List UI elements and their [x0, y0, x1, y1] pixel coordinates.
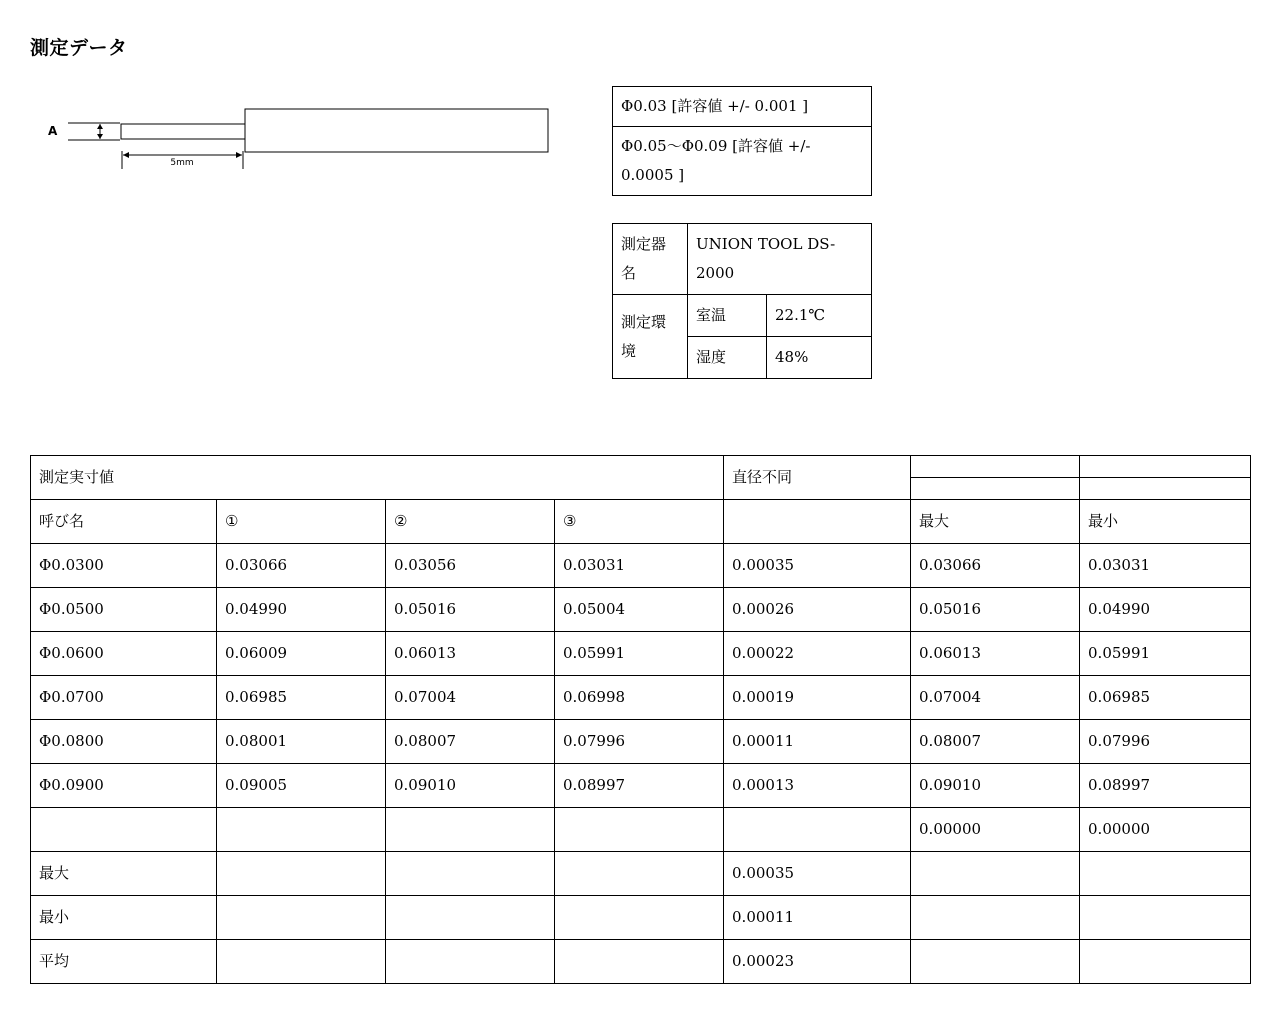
min-cell: 0.03031 [1080, 544, 1251, 588]
tolerance-row [613, 127, 872, 196]
header-blank-cell [911, 456, 1080, 478]
humidity-label: 湿度 [688, 337, 767, 379]
empty-cell [911, 896, 1080, 940]
measure-1-cell: 0.06009 [217, 632, 386, 676]
table-row [31, 544, 1251, 588]
nominal-cell [31, 808, 217, 852]
measure-1-cell: 0.04990 [217, 588, 386, 632]
min-cell: 0.05991 [1080, 632, 1251, 676]
measure-1-cell: 0.06985 [217, 676, 386, 720]
summary-diff-cell: 0.00035 [724, 852, 911, 896]
page-title: 測定データ [30, 37, 128, 59]
instrument-name-value: UNION TOOL DS-2000 [688, 224, 872, 295]
table-row [31, 764, 1251, 808]
summary-diff-cell: 0.00023 [724, 940, 911, 984]
max-cell: 0.07004 [911, 676, 1080, 720]
empty-cell [386, 852, 555, 896]
measure-2-cell: 0.06013 [386, 632, 555, 676]
max-cell: 0.09010 [911, 764, 1080, 808]
arrow-left-icon [123, 152, 129, 158]
summary-label: 平均 [31, 940, 217, 984]
header-row-top [31, 456, 1251, 478]
empty-cell [555, 940, 724, 984]
empty-cell [555, 852, 724, 896]
measure-3-cell [555, 808, 724, 852]
diff-cell: 0.00022 [724, 632, 911, 676]
measure-2-cell: 0.03056 [386, 544, 555, 588]
length-label: 5mm [170, 158, 194, 168]
measure-1-cell: 0.08001 [217, 720, 386, 764]
dimension-a-label: A [48, 124, 58, 138]
min-cell: 0.06985 [1080, 676, 1251, 720]
measurement-table [30, 455, 1251, 984]
table-row [31, 676, 1251, 720]
measure-3-cell: 0.03031 [555, 544, 724, 588]
empty-cell [217, 896, 386, 940]
summary-row-max [31, 852, 1251, 896]
col-nominal: 呼び名 [31, 500, 217, 544]
tool-shank-tip [121, 124, 245, 139]
header-measured-values: 測定実寸値 [31, 456, 724, 500]
environment-label: 測定環境 [613, 295, 688, 379]
empty-cell [217, 940, 386, 984]
diff-cell [724, 808, 911, 852]
empty-cell [1080, 896, 1251, 940]
tolerance-phi003: Φ0.03 [許容値 +/- 0.001 ] [613, 87, 872, 127]
empty-cell [911, 852, 1080, 896]
empty-cell [555, 896, 724, 940]
min-cell: 0.08997 [1080, 764, 1251, 808]
summary-label: 最小 [31, 896, 217, 940]
column-header-row [31, 500, 1251, 544]
summary-row-average [31, 940, 1251, 984]
environment-temp-row [613, 295, 872, 337]
instrument-table [612, 223, 872, 379]
header-blank-cell [911, 478, 1080, 500]
col-min: 最小 [1080, 500, 1251, 544]
measure-2-cell: 0.07004 [386, 676, 555, 720]
max-cell: 0.00000 [911, 808, 1080, 852]
summary-label: 最大 [31, 852, 217, 896]
nominal-cell: Φ0.0800 [31, 720, 217, 764]
measure-2-cell [386, 808, 555, 852]
table-row [31, 588, 1251, 632]
instrument-name-label: 測定器名 [613, 224, 688, 295]
tolerance-table [612, 86, 872, 196]
tool-dimension-diagram [40, 95, 560, 179]
min-cell: 0.07996 [1080, 720, 1251, 764]
nominal-cell: Φ0.0500 [31, 588, 217, 632]
measure-1-cell [217, 808, 386, 852]
empty-cell [911, 940, 1080, 984]
room-temp-label: 室温 [688, 295, 767, 337]
measure-2-cell: 0.09010 [386, 764, 555, 808]
max-cell: 0.06013 [911, 632, 1080, 676]
min-cell: 0.00000 [1080, 808, 1251, 852]
measure-3-cell: 0.05004 [555, 588, 724, 632]
tolerance-phi005-009: Φ0.05～Φ0.09 [許容値 +/- 0.0005 ] [613, 127, 872, 196]
measure-3-cell: 0.08997 [555, 764, 724, 808]
nominal-cell: Φ0.0900 [31, 764, 217, 808]
diff-cell: 0.00035 [724, 544, 911, 588]
empty-cell [386, 940, 555, 984]
col-max: 最大 [911, 500, 1080, 544]
nominal-cell: Φ0.0300 [31, 544, 217, 588]
humidity-value: 48% [767, 337, 872, 379]
tool-shank-body [245, 109, 548, 152]
measure-1-cell: 0.09005 [217, 764, 386, 808]
header-blank-cell [1080, 478, 1251, 500]
diff-cell: 0.00019 [724, 676, 911, 720]
measure-3-cell: 0.07996 [555, 720, 724, 764]
measure-2-cell: 0.05016 [386, 588, 555, 632]
max-cell: 0.08007 [911, 720, 1080, 764]
arrow-down-icon [97, 134, 103, 139]
diff-cell: 0.00013 [724, 764, 911, 808]
header-diameter-diff: 直径不同 [724, 456, 911, 500]
empty-cell [217, 852, 386, 896]
col-measure-1: ① [217, 500, 386, 544]
table-row [31, 720, 1251, 764]
room-temp-value: 22.1℃ [767, 295, 872, 337]
table-row [31, 632, 1251, 676]
measure-3-cell: 0.05991 [555, 632, 724, 676]
measure-3-cell: 0.06998 [555, 676, 724, 720]
arrow-right-icon [236, 152, 242, 158]
min-cell: 0.04990 [1080, 588, 1251, 632]
summary-diff-cell: 0.00011 [724, 896, 911, 940]
col-diff-blank [724, 500, 911, 544]
measure-2-cell: 0.08007 [386, 720, 555, 764]
nominal-cell: Φ0.0600 [31, 632, 217, 676]
summary-row-min [31, 896, 1251, 940]
instrument-name-row [613, 224, 872, 295]
diff-cell: 0.00011 [724, 720, 911, 764]
diff-cell: 0.00026 [724, 588, 911, 632]
empty-cell [386, 896, 555, 940]
measure-1-cell: 0.03066 [217, 544, 386, 588]
arrow-up-icon [97, 124, 103, 129]
col-measure-2: ② [386, 500, 555, 544]
empty-cell [1080, 852, 1251, 896]
tool-drawing-svg [40, 95, 560, 175]
max-cell: 0.03066 [911, 544, 1080, 588]
table-row [31, 808, 1251, 852]
tolerance-row [613, 87, 872, 127]
empty-cell [1080, 940, 1251, 984]
col-measure-3: ③ [555, 500, 724, 544]
nominal-cell: Φ0.0700 [31, 676, 217, 720]
max-cell: 0.05016 [911, 588, 1080, 632]
header-blank-cell [1080, 456, 1251, 478]
